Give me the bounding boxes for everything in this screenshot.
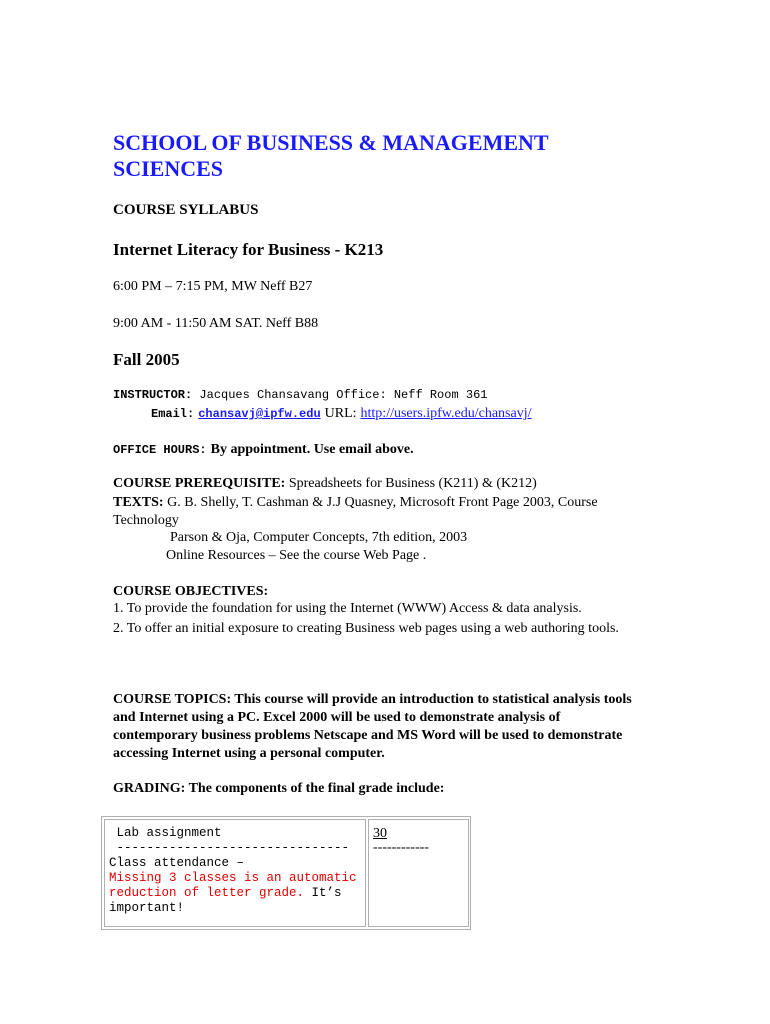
lab-separator: ------------------------------- — [109, 841, 350, 855]
url-link[interactable]: http://users.ipfw.edu/chansavj/ — [360, 406, 532, 421]
points-separator: ------------ — [373, 840, 429, 855]
email-label: Email: — [151, 407, 195, 421]
grading-heading: GRADING: The components of the final grade include: — [113, 781, 445, 796]
attendance-warning: Missing 3 classes is an automatic reduction of letter grade. — [109, 871, 357, 900]
texts-line2: Parson & Oja, Computer Concepts, 7th edition, 2003 — [170, 530, 468, 545]
schedule-weekday: 6:00 PM – 7:15 PM, MW Neff B27 — [113, 279, 313, 294]
lab-assignment-label: Lab assignment — [109, 826, 222, 840]
attendance-label: Class attendance – — [109, 856, 245, 870]
grading-points-cell — [368, 819, 469, 927]
instructor-line — [113, 388, 487, 402]
objective-2: 2. To offer an initial exposure to creating Business web pages using a web authoring tools. — [113, 621, 619, 636]
email-link[interactable]: chansavj@ipfw.edu — [198, 407, 321, 421]
attendance-important: It’s important! — [109, 886, 342, 915]
texts-block — [113, 494, 648, 530]
objectives-heading: COURSE OBJECTIVES: — [113, 584, 269, 599]
prerequisite-label: COURSE PREREQUISITE: — [113, 476, 286, 491]
attendance-note — [109, 871, 361, 916]
course-topics: COURSE TOPICS: This course will provide an introduction to statistical analysis tools and Internet using a PC. Excel 2000 will be used to demonstrate analysis of contemporary business problems Netscape and MS Word will be used to demonstrate accessing Internet using a personal computer. — [113, 692, 632, 761]
schedule-saturday: 9:00 AM - 11:50 AM SAT. Neff B88 — [113, 316, 319, 331]
office-hours-line — [113, 440, 414, 458]
prerequisite-value: Spreadsheets for Business (K211) & (K212) — [288, 476, 537, 491]
office-hours-label: OFFICE HOURS: — [113, 443, 207, 457]
url-label: URL: — [324, 406, 357, 421]
term-heading: Fall 2005 — [113, 350, 180, 369]
contact-line — [151, 404, 531, 422]
grading-table — [101, 816, 471, 930]
course-title: Internet Literacy for Business - K213 — [113, 240, 384, 259]
objective-1: 1. To provide the foundation for using the Internet (WWW) Access & data analysis. — [113, 601, 582, 616]
texts-line1: G. B. Shelly, T. Cashman & J.J Quasney, Microsoft Front Page 2003, Course Technology — [113, 495, 598, 528]
texts-label: TEXTS: — [113, 495, 164, 510]
prerequisite-line — [113, 476, 537, 492]
office-hours-value: By appointment. Use email above. — [210, 442, 414, 457]
school-title: SCHOOL OF BUSINESS & MANAGEMENT SCIENCES — [113, 130, 549, 181]
instructor-value: Jacques Chansavang Office: Neff Room 361 — [199, 388, 488, 402]
lab-points: 30 — [373, 826, 387, 841]
texts-line3: Online Resources – See the course Web Page . — [166, 548, 427, 563]
syllabus-heading: COURSE SYLLABUS — [113, 202, 259, 218]
grading-components-cell — [104, 819, 366, 927]
instructor-label: INSTRUCTOR: — [113, 388, 193, 402]
